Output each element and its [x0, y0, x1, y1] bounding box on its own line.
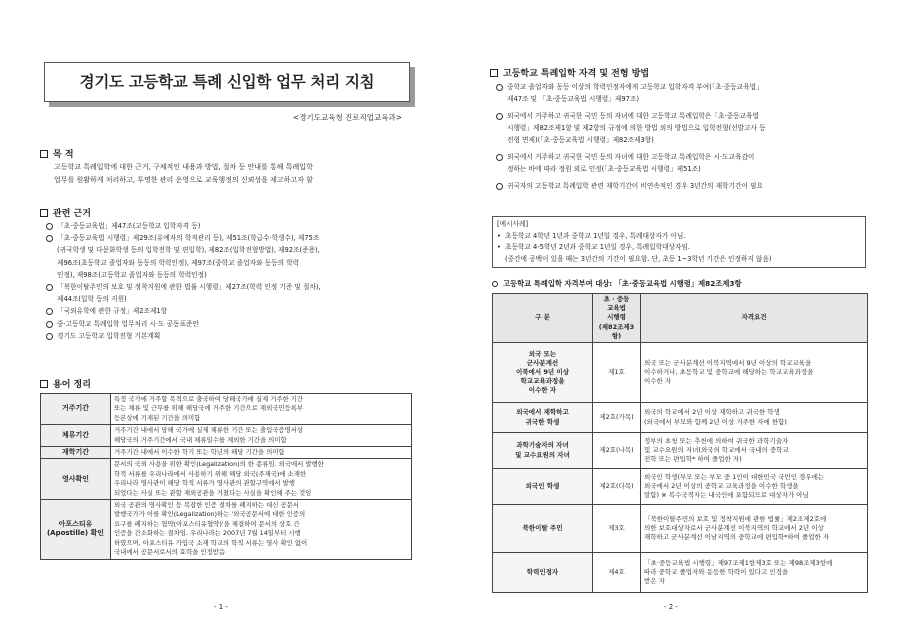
document-title: 경기도 고등학교 특례 신입학 업무 처리 지침: [44, 62, 410, 102]
example-title: [예시사례]: [497, 220, 529, 228]
table-row: 외국 또는 군사분계선 이북에서 9년 이상 학교교육과정을 이수한 자 제1호 외국 또는 군사분계선 이북지역에서 9년 이상의 학교교육을 이수하거나, 초등학교 및 중학교에 해당하는 학교교육과정을 이수한 자: [493, 343, 868, 403]
list-item: 중학교 졸업자와 동등 이상의 학력인정자에게 고등학교 입학자격 부여(「초·중등교육법」 제47조 및 「초·중등교육법 시행령」제97조): [496, 81, 872, 105]
list-item: • 초등학교 4-5학년 2년과 중학교 1년일 경우, 특례입학대상자임.: [497, 242, 861, 254]
list-item: 외국에서 거주하고 귀국한 국민 등의 자녀에 대한 고등학교 특례입학은「초·중등교육법 시행령」제82조제1항 및 제2항의 규정에 의한 방법 외의 방법으로 입학전형(선발고사 등 전형 면제)(「초·중등교육법 시행령」제82조제3항): [496, 110, 872, 146]
table-row: 영사확인 문서의 국외 사용을 위한 확인(Legalization)의 한 종류임. 외국에서 발행한 학적 서류를 우리나라에서 사용하기 위해 해당 외국(주재국)에 소재한 우리나라 영사관이 해당 학적 서류가 영사관의 관할구역에서 발행 되었다는 사실 또는 관할 재외공관을 거쳤다는 사실을 확인해 주는 것임: [41, 459, 412, 500]
list-item: 「북한이탈주민의 보호 및 정착지원에 관한 법률 시행령」제27조(학력 인정 기준 및 절차), 제44조(입학 등의 지원): [46, 281, 418, 305]
list-item: • 초등학교 4학년 1년과 중학교 1년일 경우, 특례대상자가 아님.: [497, 231, 861, 243]
table-row: 아포스티유(Apostille) 확인 외국 공관의 영사확인 등 복잡한 인증 절차를 폐지하는 대신 공문서 발행국가가 이를 확인(Legalization)하는 '외국공문서에 대한 인증의 요구를 폐지하는 협약(아포스티유협약)'을 체결하여 문서의 상호 간 인증을 간소화하는 절차임. 우리나라는 2007년 7월 14일부터 시행 하였으며, 아포스티유 가입국 소재 학교의 학적 서류는 영사 확인 없이 국내에서 공문서로서의 효력을 인정받음: [41, 500, 412, 559]
table-row: 체류기간 거주기간 내에서 당해 국가에 실제 체류한 기간 또는 출입국증명서상 해당국의 거주기간에서 국내 체류일수를 제외한 기간을 의미함: [41, 425, 412, 447]
purpose-text: 고등학교 특례입학에 대한 근거, 구체적인 내용과 방법, 절차 등 안내를 통해 특례입학 업무를 원활하게 처리하고, 투명한 관리 운영으로 교육행정의 신뢰성을 제고하고자 함: [54, 163, 313, 184]
page-number: - 2 -: [664, 603, 678, 611]
terms-table: [40, 393, 412, 560]
list-item: 경기도 고등학교 입학전형 기본계획: [46, 330, 418, 342]
legal-list: [46, 220, 418, 342]
list-item: 「초·중등교육법」제47조(고등학교 입학자격 등): [46, 220, 418, 232]
terms-heading: 용어 정리: [40, 377, 91, 390]
table-row: 북한이탈 주민 제3호 「북한이탈주민의 보호 및 정착지원에 관한 법률」제2조제2호에 의한 보호대상자로서 군사분계선 이북지역의 학교에서 2년 이상 재학하고 군사분계선 이남지역의 중학교에 편입학*하여 졸업한 자: [493, 505, 868, 553]
square-bullet-icon: [40, 209, 48, 217]
target-table: [492, 293, 868, 593]
list-item: 「초·중등교육법 시행령」제29조(유예자의 학적관리 등), 제51조(학급수·학생수), 제75조 (귀국학생 및 다문화학생 등의 입학전학 및 편입학), 제82조(입학전형방법), 제92조(준용), 제96조(초등학교 졸업자와 동등의 학력인정), 제97조(중학교 졸업자와 동등의 학력 인정), 제98조(고등학교 졸업자와 동등의 학력인정): [46, 232, 418, 281]
list-item: 귀국자의 고등학교 특례입학 관련 재학기간이 비연속적인 경우 3년간의 재학기간이 필요: [496, 180, 872, 192]
purpose-heading: 목 적: [40, 147, 74, 160]
example-box: [492, 216, 866, 268]
table-row: 거주기간 특정 국가에 거주할 목적으로 출국하여 당해국가에 실제 거주한 기간 또는 체류 및 근무를 위해 해당국에 거주한 기간으로 재외국민등록부 등본상에 기재된 기간을 의미함: [41, 394, 412, 425]
table-row: 외국에서 재학하고 귀국한 학생 제2호(가목) 외국의 학교에서 2년 이상 재학하고 귀국한 학생 (외국에서 부모와 함께 2년 이상 거주한 자에 한함): [493, 403, 868, 433]
table-row: 재학기간 거주기간 내에서 이수한 학기 또는 학년의 해당 기간을 의미함: [41, 447, 412, 459]
qualification-heading: 고등학교 특례입학 자격 및 전형 방법: [490, 66, 649, 79]
table-row: 과학기술자의 자녀 및 교수요원의 자녀 제2호(나목) 정부의 초청 또는 추천에 의하여 귀국한 과학기술자 및 교수요원의 자녀(외국의 학교에서 국내의 중학교 전학 또는 편입학* 하여 졸업한 자): [493, 433, 868, 469]
table-header-row: 구 분 초 · 중등 교육법 시행령 (제82조제3항) 자격요건: [493, 294, 868, 343]
circle-bullet-icon: [492, 281, 498, 287]
target-heading: 고등학교 특례입학 자격부여 대상: 「초·중등교육법 시행령」제82조제3항: [492, 279, 742, 289]
square-bullet-icon: [490, 69, 498, 77]
square-bullet-icon: [40, 150, 48, 158]
list-item: 「국외유학에 관한 규정」제2조제1항: [46, 305, 418, 317]
list-item: 외국에서 거주하고 귀국한 국민 등의 자녀에 대한 고등학교 특례입학은 시·도교육감이 정하는 바에 따라 정원 외로 인정(「초·중등교육법 시행령」제51조): [496, 151, 872, 175]
example-note: (중간에 공백이 있을 때는 3년간의 기간이 필요함. 단, 초등 1~3학년 기간은 인정하지 않음): [505, 254, 772, 263]
table-row: 학력인정자 제4호 「초·중등교육법 시행령」제97조제1항제3호 또는 제98조제3항에 따라 중학교 졸업자와 동등한 학력이 있다고 인정을 받은 자: [493, 553, 868, 593]
table-row: 외국인 학생 제2호(다목) 외국인 학생(부모 또는 부모 중 1인이 대한민국 국민인 경우에는 외국에서 2년 이상의 중학교 교육과정을 이수한 학생을 말함) ※ 복수국적자는 내국인에 포함되므로 대상자가 아님: [493, 469, 868, 505]
qualification-list: [496, 81, 872, 192]
department: <경기도교육청 진로직업교육과>: [292, 113, 402, 122]
page-number: - 1 -: [214, 603, 228, 611]
list-item: 중·고등학교 특례입학 업무처리 시·도 공동표준안: [46, 318, 418, 330]
square-bullet-icon: [40, 380, 48, 388]
legal-heading: 관련 근거: [40, 206, 91, 219]
